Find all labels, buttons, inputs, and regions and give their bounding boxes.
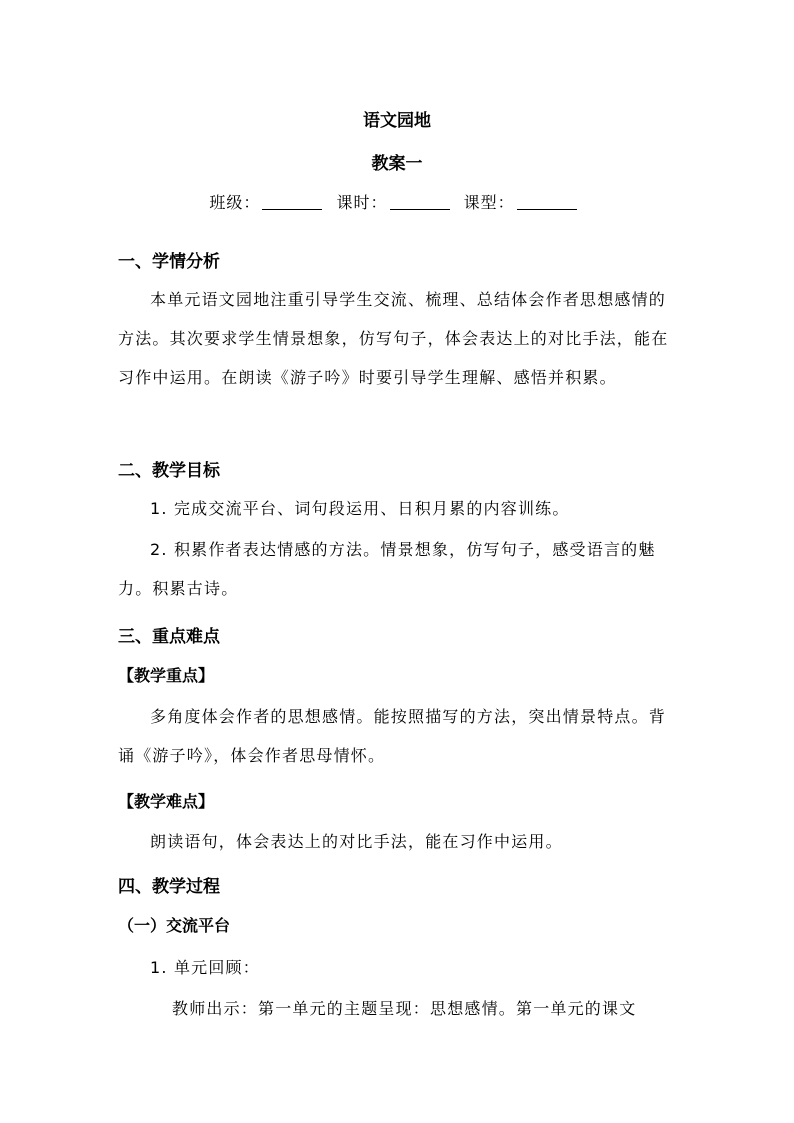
period-label: 课时： (336, 193, 388, 212)
learner-analysis-paragraph: 本单元语文园地注重引导学生交流、梳理、总结体会作者思想感情的方法。其次要求学生情景想象，仿写句子，体会表达上的对比手法，能在习作中运用。在朗读《游子吟》时要引导学生理解、感悟并积累。 (118, 290, 669, 387)
process-step-1-text: 教师出示：第一单元的主题呈现：思想感情。第一单元的课文 (172, 999, 637, 1018)
section-heading-key-points: 三、重点难点 (118, 627, 220, 647)
lesson-meta (0, 190, 794, 213)
difficulties-label: 【教学难点】 (118, 792, 215, 811)
class-label: 班级： (209, 193, 261, 212)
objective-item-1: 1. 完成交流平台、词句段运用、日积月累的内容训练。 (150, 499, 570, 518)
document-title: 语文园地 (363, 111, 431, 131)
process-step-1: 1. 单元回顾： (150, 958, 260, 977)
process-subheading-exchange: （一）交流平台 (118, 916, 231, 935)
difficulties-text: 朗读语句，体会表达上的对比手法，能在习作中运用。 (150, 832, 563, 851)
key-points-text: 多角度体会作者的思想感情。能按照描写的方法，突出情景特点。背诵《游子吟》，体会作者思母情怀。 (118, 707, 667, 765)
section-heading-learner-analysis: 一、学情分析 (118, 252, 220, 272)
type-blank (517, 195, 577, 210)
section-heading-objectives: 二、教学目标 (118, 461, 220, 481)
period-blank (390, 195, 450, 210)
section-heading-process: 四、教学过程 (118, 877, 220, 897)
class-blank (262, 195, 322, 210)
key-points-label: 【教学重点】 (118, 666, 215, 685)
type-label: 课型： (463, 193, 515, 212)
objective-item-2: 2. 积累作者表达情感的方法。情景想象，仿写句子，感受语言的魅力。积累古诗。 (118, 540, 656, 598)
document-subtitle: 教案一 (371, 154, 423, 174)
